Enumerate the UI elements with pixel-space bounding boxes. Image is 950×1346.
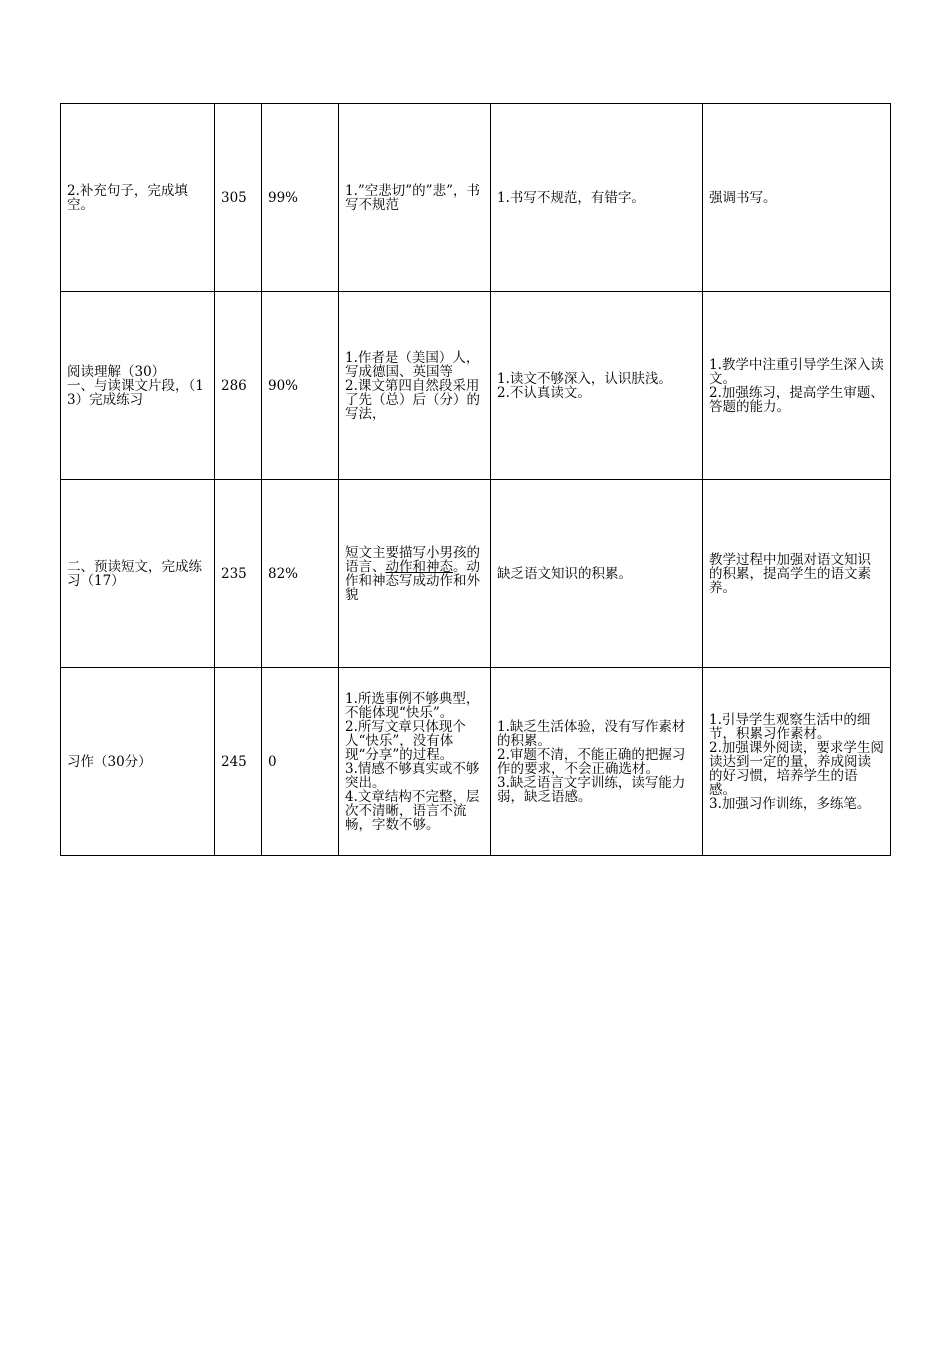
item-cell [61, 480, 215, 668]
rate-cell [262, 104, 339, 292]
table-row [61, 104, 891, 292]
item-cell [61, 104, 215, 292]
rate-cell [262, 668, 339, 856]
causes-cell [491, 668, 703, 856]
problem-text: 4.文章结构不完整，层次不清晰，语言不流畅，字数不够。 [345, 788, 480, 833]
problem-text: 1.作者是（美国）人，写成德国、英国等 [345, 349, 480, 380]
measures-cell [703, 668, 891, 856]
item-cell [61, 668, 215, 856]
item-cell [61, 292, 215, 480]
measure-text: 3.加强习作训练，多练笔。 [709, 795, 871, 812]
problems-cell [339, 480, 491, 668]
count-value: 286 [221, 377, 247, 394]
cause-text: 2.不认真读文。 [497, 384, 591, 401]
cause-text: 3.缺乏语言文字训练，读写能力弱，缺乏语感。 [497, 774, 686, 805]
measure-text: 2.加强练习，提高学生审题、答题的能力。 [709, 384, 884, 415]
rate-cell [262, 292, 339, 480]
measure-text: 教学过程中加强对语文知识的积累，提高学生的语文素养。 [709, 551, 871, 596]
cause-text: 缺乏语文知识的积累。 [497, 565, 632, 582]
count-cell [215, 104, 262, 292]
table-row [61, 668, 891, 856]
problem-text: 3.情感不够真实或不够突出。 [345, 760, 480, 791]
rate-value: 0 [268, 753, 277, 770]
problem-text: 1.所选事例不够典型，不能体现“快乐”。 [345, 690, 480, 721]
problem-text: 1.”空悲切”的”悲”，书写不规范 [345, 182, 480, 213]
cause-text: 1.缺乏生活体验，没有写作素材的积累。 [497, 718, 686, 749]
item-text: 2.补充句子，完成填空。 [67, 182, 188, 213]
problem-text: 2.所写文章只体现个人“快乐”，没有体现“分享”的过程。 [345, 718, 466, 763]
count-cell [215, 668, 262, 856]
causes-cell [491, 104, 703, 292]
causes-cell [491, 480, 703, 668]
item-text: 一、与读课文片段，（13）完成练习 [67, 377, 204, 408]
item-text: 阅读理解（30） [67, 363, 166, 380]
cause-text: 2.审题不清，不能正确的把握习作的要求，不会正确选材。 [497, 746, 686, 777]
measures-cell [703, 480, 891, 668]
rate-value: 90% [268, 377, 299, 394]
item-text: 二、预读短文，完成练习（17） [67, 558, 202, 589]
measures-cell [703, 104, 891, 292]
rate-value: 99% [268, 189, 299, 206]
measure-text: 2.加强课外阅读，要求学生阅读达到一定的量，养成阅读的好习惯，培养学生的语感。 [709, 739, 884, 798]
count-cell [215, 292, 262, 480]
causes-cell [491, 292, 703, 480]
measure-text: 1.教学中注重引导学生深入读文。 [709, 356, 884, 387]
rate-value: 82% [268, 565, 299, 582]
measures-cell [703, 292, 891, 480]
problems-cell [339, 104, 491, 292]
cause-text: 1.读文不够深入，认识肤浅。 [497, 370, 672, 387]
problem-text-underlined: 动作和神态 [385, 558, 453, 575]
count-cell [215, 480, 262, 668]
measure-text: 1.引导学生观察生活中的细节，积累习作素材。 [709, 711, 871, 742]
table-row [61, 292, 891, 480]
table-row [61, 480, 891, 668]
problem-text-after: 。动作和神态写成动作和外貌 [345, 558, 480, 603]
measure-text: 强调书写。 [709, 189, 777, 206]
cause-text: 1.书写不规范，有错字。 [497, 189, 645, 206]
rate-cell [262, 480, 339, 668]
problem-text-before: 短文主要描写小男孩的语言、 [345, 544, 480, 575]
problem-text: 2.课文第四自然段采用了先（总）后（分）的写法， [345, 377, 480, 422]
problems-cell [339, 292, 491, 480]
item-text: 习作（30分） [67, 753, 152, 770]
count-value: 235 [221, 565, 247, 582]
problems-cell [339, 668, 491, 856]
analysis-table [60, 103, 891, 856]
count-value: 245 [221, 753, 247, 770]
count-value: 305 [221, 189, 247, 206]
